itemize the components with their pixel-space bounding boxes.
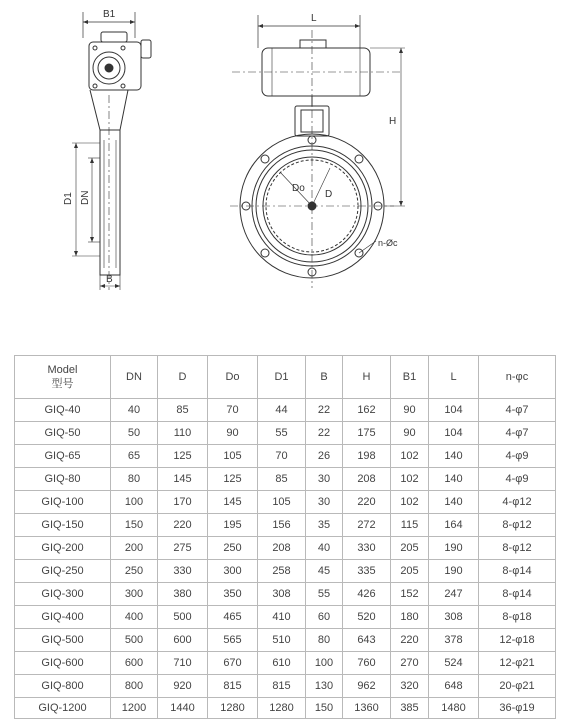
cell-do: 565	[208, 629, 258, 652]
cell-model: GIQ-250	[15, 560, 111, 583]
cell-d: 600	[158, 629, 208, 652]
table-row	[15, 606, 556, 629]
cell-model: GIQ-800	[15, 675, 111, 698]
cell-d1: 410	[258, 606, 306, 629]
cell-d1: 44	[258, 399, 306, 422]
cell-l: 164	[429, 514, 479, 537]
cell-dn: 400	[111, 606, 158, 629]
cell-d: 145	[158, 468, 208, 491]
cell-dn: 300	[111, 583, 158, 606]
cell-d1: 610	[258, 652, 306, 675]
cell-model: GIQ-500	[15, 629, 111, 652]
table-row	[15, 445, 556, 468]
cell-n-oc: 8-φ18	[479, 606, 556, 629]
table-row	[15, 422, 556, 445]
header-model-en: Model	[47, 364, 78, 376]
table-row	[15, 652, 556, 675]
cell-h: 162	[343, 399, 391, 422]
table-row	[15, 629, 556, 652]
label-h: H	[389, 116, 397, 127]
cell-n-oc: 12-φ21	[479, 652, 556, 675]
cell-d: 170	[158, 491, 208, 514]
cell-model: GIQ-100	[15, 491, 111, 514]
cell-dn: 250	[111, 560, 158, 583]
cell-dn: 150	[111, 514, 158, 537]
specification-table	[14, 355, 556, 719]
label-n-oc: n-Øc	[378, 238, 398, 248]
cell-b1: 102	[391, 491, 429, 514]
cell-dn: 200	[111, 537, 158, 560]
table-row	[15, 468, 556, 491]
cell-d: 1440	[158, 698, 208, 719]
cell-h: 272	[343, 514, 391, 537]
cell-h: 643	[343, 629, 391, 652]
cell-d: 500	[158, 606, 208, 629]
cell-l: 378	[429, 629, 479, 652]
cell-model: GIQ-65	[15, 445, 111, 468]
label-dn: DN	[80, 190, 91, 205]
cell-model: GIQ-150	[15, 514, 111, 537]
table-row	[15, 560, 556, 583]
cell-b: 30	[306, 491, 343, 514]
cell-b1: 102	[391, 468, 429, 491]
cell-b: 26	[306, 445, 343, 468]
label-d: D	[325, 189, 333, 200]
header-l: L	[429, 356, 479, 399]
cell-l: 104	[429, 422, 479, 445]
header-h: H	[343, 356, 391, 399]
cell-d: 920	[158, 675, 208, 698]
table-row	[15, 698, 556, 719]
cell-l: 140	[429, 491, 479, 514]
cell-b: 45	[306, 560, 343, 583]
table-row	[15, 491, 556, 514]
cell-do: 465	[208, 606, 258, 629]
table-body	[15, 399, 556, 719]
cell-do: 70	[208, 399, 258, 422]
cell-do: 250	[208, 537, 258, 560]
cell-model: GIQ-400	[15, 606, 111, 629]
cell-b1: 320	[391, 675, 429, 698]
cell-dn: 800	[111, 675, 158, 698]
table-row	[15, 675, 556, 698]
cell-n-oc: 8-φ14	[479, 583, 556, 606]
cell-h: 1360	[343, 698, 391, 719]
cell-model: GIQ-1200	[15, 698, 111, 719]
cell-l: 190	[429, 537, 479, 560]
header-n-oc: n-φc	[479, 356, 556, 399]
cell-b: 100	[306, 652, 343, 675]
cell-b: 30	[306, 468, 343, 491]
cell-b1: 115	[391, 514, 429, 537]
header-d: D	[158, 356, 208, 399]
cell-d: 85	[158, 399, 208, 422]
cell-h: 426	[343, 583, 391, 606]
cell-do: 105	[208, 445, 258, 468]
cell-n-oc: 4-φ9	[479, 468, 556, 491]
cell-do: 145	[208, 491, 258, 514]
cell-b: 130	[306, 675, 343, 698]
table-row	[15, 537, 556, 560]
cell-model: GIQ-200	[15, 537, 111, 560]
cell-model: GIQ-40	[15, 399, 111, 422]
cell-d: 330	[158, 560, 208, 583]
cell-l: 308	[429, 606, 479, 629]
label-d1: D1	[63, 192, 74, 205]
cell-n-oc: 8-φ12	[479, 537, 556, 560]
cell-n-oc: 4-φ9	[479, 445, 556, 468]
cell-d: 710	[158, 652, 208, 675]
cell-n-oc: 4-φ7	[479, 422, 556, 445]
cell-d: 110	[158, 422, 208, 445]
cell-l: 1480	[429, 698, 479, 719]
cell-b: 40	[306, 537, 343, 560]
label-b: B	[106, 274, 113, 285]
cell-do: 815	[208, 675, 258, 698]
cell-d: 220	[158, 514, 208, 537]
table-row	[15, 399, 556, 422]
header-model-cn: 型号	[51, 378, 74, 390]
header-d1: D1	[258, 356, 306, 399]
cell-l: 104	[429, 399, 479, 422]
cell-d1: 510	[258, 629, 306, 652]
cell-b: 80	[306, 629, 343, 652]
cell-b1: 205	[391, 537, 429, 560]
cell-dn: 100	[111, 491, 158, 514]
cell-h: 198	[343, 445, 391, 468]
label-l: L	[311, 13, 317, 24]
cell-do: 670	[208, 652, 258, 675]
cell-b1: 152	[391, 583, 429, 606]
cell-dn: 80	[111, 468, 158, 491]
cell-d: 380	[158, 583, 208, 606]
cell-n-oc: 20-φ21	[479, 675, 556, 698]
table-row	[15, 583, 556, 606]
cell-n-oc: 36-φ19	[479, 698, 556, 719]
cell-dn: 40	[111, 399, 158, 422]
cell-d1: 208	[258, 537, 306, 560]
cell-b: 35	[306, 514, 343, 537]
cell-model: GIQ-600	[15, 652, 111, 675]
cell-h: 220	[343, 491, 391, 514]
cell-b1: 270	[391, 652, 429, 675]
cell-h: 330	[343, 537, 391, 560]
cell-h: 962	[343, 675, 391, 698]
cell-b1: 90	[391, 399, 429, 422]
cell-l: 247	[429, 583, 479, 606]
cell-n-oc: 4-φ7	[479, 399, 556, 422]
cell-dn: 600	[111, 652, 158, 675]
cell-h: 760	[343, 652, 391, 675]
side-view	[72, 12, 151, 290]
cell-d1: 85	[258, 468, 306, 491]
cell-do: 195	[208, 514, 258, 537]
cell-model: GIQ-80	[15, 468, 111, 491]
cell-d1: 258	[258, 560, 306, 583]
cell-d1: 156	[258, 514, 306, 537]
cell-d: 275	[158, 537, 208, 560]
cell-d1: 815	[258, 675, 306, 698]
cell-h: 335	[343, 560, 391, 583]
cell-l: 140	[429, 468, 479, 491]
cell-h: 520	[343, 606, 391, 629]
cell-b1: 102	[391, 445, 429, 468]
cell-d1: 55	[258, 422, 306, 445]
header-do: Do	[208, 356, 258, 399]
cell-do: 90	[208, 422, 258, 445]
cell-model: GIQ-50	[15, 422, 111, 445]
cell-h: 175	[343, 422, 391, 445]
cell-l: 648	[429, 675, 479, 698]
cell-b1: 90	[391, 422, 429, 445]
cell-model: GIQ-300	[15, 583, 111, 606]
cell-b: 55	[306, 583, 343, 606]
header-b: B	[306, 356, 343, 399]
cell-l: 524	[429, 652, 479, 675]
cell-l: 190	[429, 560, 479, 583]
cell-d1: 105	[258, 491, 306, 514]
label-b1: B1	[103, 9, 116, 20]
cell-b: 150	[306, 698, 343, 719]
cell-b1: 385	[391, 698, 429, 719]
cell-dn: 500	[111, 629, 158, 652]
cell-n-oc: 8-φ14	[479, 560, 556, 583]
cell-d: 125	[158, 445, 208, 468]
cell-d1: 70	[258, 445, 306, 468]
cell-b: 22	[306, 399, 343, 422]
cell-dn: 50	[111, 422, 158, 445]
cell-d1: 308	[258, 583, 306, 606]
cell-do: 125	[208, 468, 258, 491]
cell-b: 22	[306, 422, 343, 445]
cell-l: 140	[429, 445, 479, 468]
cell-h: 208	[343, 468, 391, 491]
table-header-row	[15, 356, 556, 399]
header-dn: DN	[111, 356, 158, 399]
cell-do: 1280	[208, 698, 258, 719]
cell-b1: 180	[391, 606, 429, 629]
cell-b1: 220	[391, 629, 429, 652]
cell-dn: 1200	[111, 698, 158, 719]
cell-n-oc: 8-φ12	[479, 514, 556, 537]
cell-b1: 205	[391, 560, 429, 583]
cell-d1: 1280	[258, 698, 306, 719]
cell-b: 60	[306, 606, 343, 629]
valve-technical-drawing	[0, 0, 567, 340]
header-b1: B1	[391, 356, 429, 399]
label-do: Do	[292, 183, 305, 194]
table-row	[15, 514, 556, 537]
cell-dn: 65	[111, 445, 158, 468]
cell-n-oc: 12-φ18	[479, 629, 556, 652]
cell-do: 350	[208, 583, 258, 606]
cell-n-oc: 4-φ12	[479, 491, 556, 514]
header-model	[15, 356, 111, 399]
cell-do: 300	[208, 560, 258, 583]
